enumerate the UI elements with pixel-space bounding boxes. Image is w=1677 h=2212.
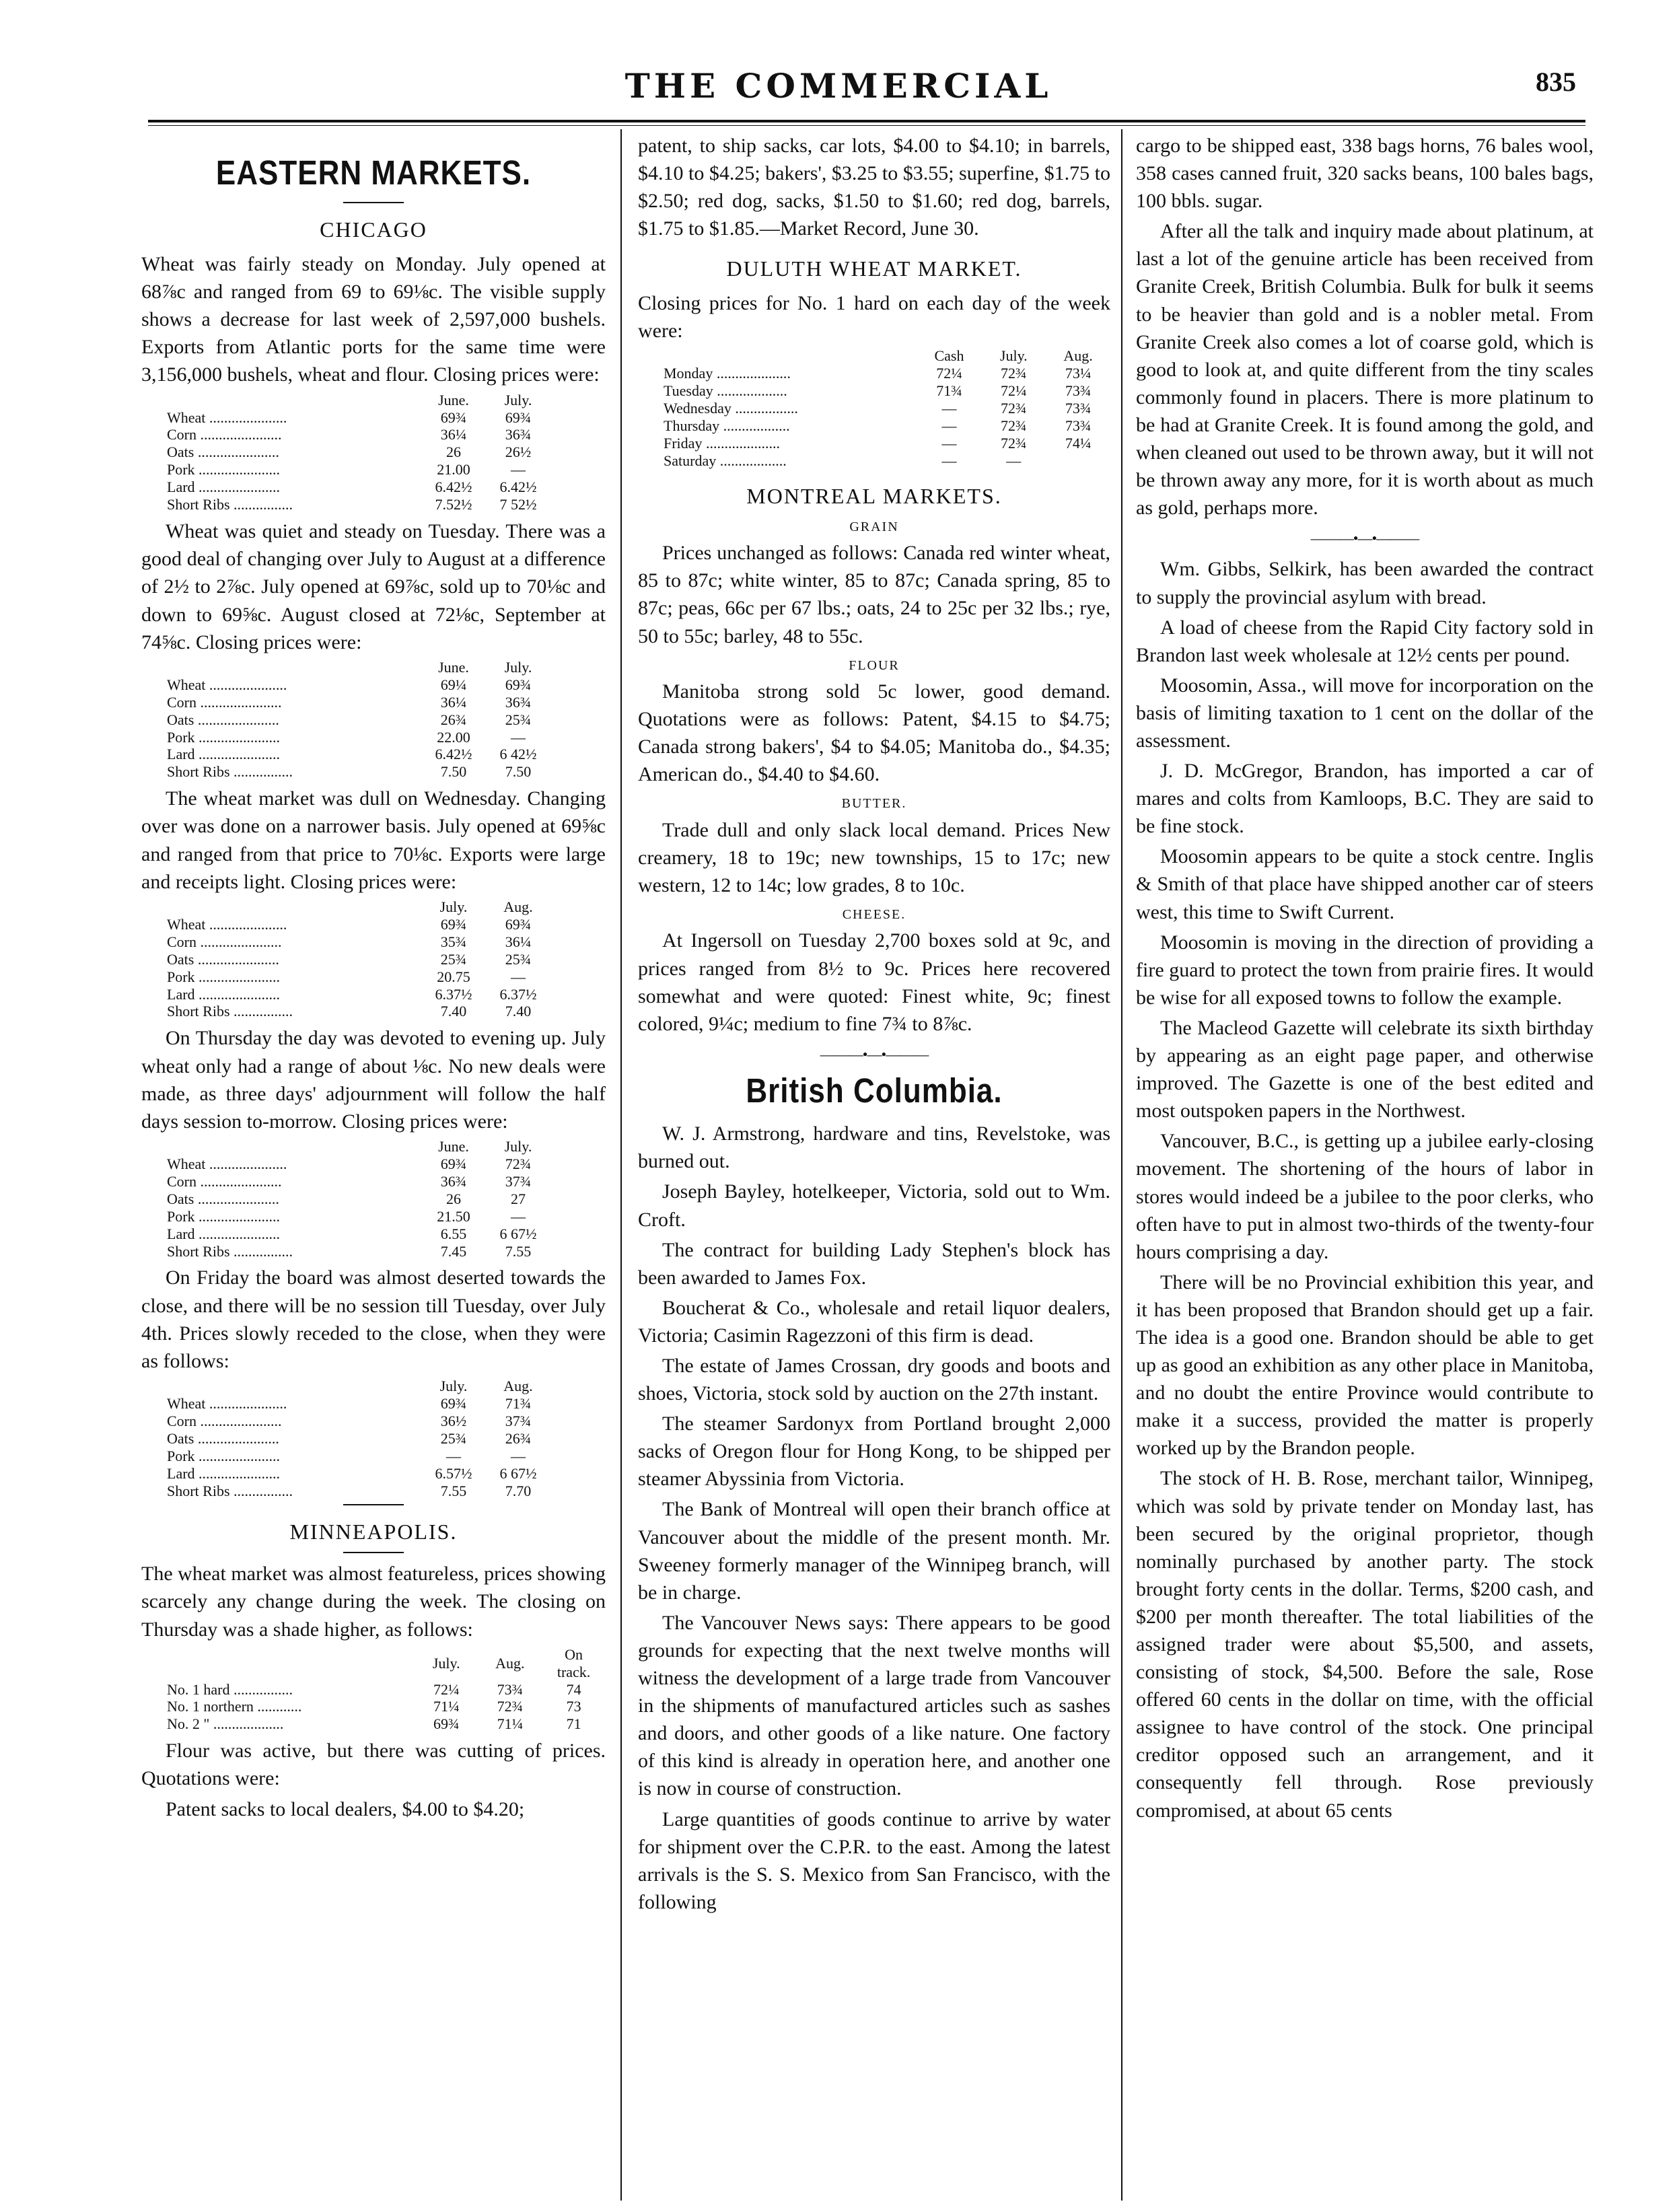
row-label: Oats ...................... xyxy=(167,1429,279,1447)
table-row xyxy=(162,676,550,694)
news-item: Boucherat & Co., wholesale and retail liquor dealers, Victoria; Casimin Ragezzoni of this firm is dead. xyxy=(638,1296,1110,1347)
price-cell: — xyxy=(446,1447,461,1464)
price-cell: 71¾ xyxy=(505,1394,532,1412)
duluth-text: Closing prices for No. 1 hard on each day of the week were: xyxy=(638,292,1110,343)
row-label: Wednesday ................. xyxy=(664,400,798,417)
column-divider xyxy=(620,129,622,2201)
price-cell: 73¾ xyxy=(497,1680,524,1698)
table-row xyxy=(162,1155,550,1173)
heading-rule xyxy=(343,202,404,203)
table-header-cell: June. xyxy=(438,1137,469,1155)
montreal-flour-heading: FLOUR xyxy=(849,657,900,673)
table-row xyxy=(162,443,550,461)
price-cell: 69¾ xyxy=(433,1715,460,1733)
price-cell: 69¾ xyxy=(440,1155,467,1172)
table-row xyxy=(162,746,550,763)
table-header-cell: Aug. xyxy=(495,1654,525,1672)
montreal-cheese-text: At Ingersoll on Tuesday 2,700 boxes sold at 9c, and prices ranged from 8½ to 9c. Prices here recovered somewhat and were quoted: Finest white, 9c; finest colored, 9¼c; medium to fine 7¾ to 8⅞c. xyxy=(638,929,1110,1035)
table-row xyxy=(162,426,550,443)
price-cell: 37¾ xyxy=(505,1412,532,1429)
subheading-montreal: MONTREAL MARKETS. xyxy=(746,484,1002,509)
price-cell: 72¾ xyxy=(1001,417,1027,435)
price-cell: 69¾ xyxy=(440,408,467,426)
table-header-row xyxy=(162,1138,550,1155)
price-cell: 7.55 xyxy=(505,1242,532,1260)
price-cell: — xyxy=(941,435,957,452)
chicago-wednesday-price-table xyxy=(162,898,550,1021)
chicago-tuesday-price-table xyxy=(162,659,550,781)
table-header-cell: July. xyxy=(439,898,468,915)
news-item: After all the talk and inquiry made about platinum, at last a lot of the genuine article has been received from Granite Creek, British Columbia. Bulk for bulk it seems to be heavier than gold and is a nobler metal. From Granite Creek also comes a lot of coarse gold, which is good to look at, and quite different from the tiny scales commonly found in placers. There is more platinum to be had at Granite Creek. It is found among the gold, and when cleaned out used to be thrown away, but it will not be thrown away any more, for it is worth about as much as gold, perhaps more. xyxy=(1136,220,1594,520)
price-cell: 7.40 xyxy=(505,1003,532,1020)
price-cell: — xyxy=(511,1207,526,1225)
price-cell: 7.50 xyxy=(505,763,532,781)
price-cell: 6.55 xyxy=(440,1225,467,1242)
row-label: Corn ...................... xyxy=(167,426,282,443)
section-heading-british-columbia: British Columbia. xyxy=(746,1072,1003,1110)
price-cell: 26 xyxy=(446,1190,461,1207)
price-cell: 71 xyxy=(566,1715,581,1733)
subheading-duluth: DULUTH WHEAT MARKET. xyxy=(726,256,1022,281)
column-3-items-b xyxy=(1136,555,1594,1824)
table-header-cell: Cash xyxy=(934,347,964,365)
heading-rule xyxy=(343,1552,404,1553)
row-label: No. 1 hard ................ xyxy=(167,1680,293,1698)
table-row xyxy=(162,1395,550,1413)
row-label: Lard ...................... xyxy=(167,1464,281,1482)
minneapolis-price-table xyxy=(162,1646,606,1734)
table-header-cell: July. xyxy=(504,1137,532,1155)
table-header-cell xyxy=(162,1138,421,1155)
table-header-cell xyxy=(658,347,917,365)
row-label: Oats ...................... xyxy=(167,711,279,728)
table-header-row xyxy=(162,1646,606,1681)
price-cell: — xyxy=(941,400,957,417)
price-cell: 72¾ xyxy=(1001,435,1027,452)
row-label: Wheat ..................... xyxy=(167,676,287,693)
row-label: Pork ...................... xyxy=(167,461,281,478)
price-cell: 26¾ xyxy=(440,711,467,728)
table-row xyxy=(658,435,1110,452)
price-cell: 6 67½ xyxy=(499,1464,537,1482)
section-heading-eastern-markets: EASTERN MARKETS. xyxy=(215,154,532,192)
table-row xyxy=(658,417,1110,435)
price-cell: 73¾ xyxy=(1065,417,1092,435)
section-separator: ———•—•——— xyxy=(820,1045,929,1063)
price-cell: 36¾ xyxy=(440,1172,467,1190)
montreal-flour-text: Manitoba strong sold 5c lower, good demand. Quotations were as follows: Patent, $4.15 to $4.75; Canada strong bakers', $4 to $4.05; Manitoba do., $4.35; American do., $4.40 to $4.60. xyxy=(638,680,1110,786)
price-cell: 6.37½ xyxy=(435,985,472,1003)
news-item: W. J. Armstrong, hardware and tins, Revelstoke, was burned out. xyxy=(638,1122,1110,1173)
price-cell: 36¾ xyxy=(505,426,532,443)
section-separator-2: ———•—•——— xyxy=(1310,530,1419,547)
row-label: Wheat ..................... xyxy=(167,1155,287,1172)
price-cell: 71¼ xyxy=(433,1698,460,1715)
price-cell: 7 52½ xyxy=(499,496,537,513)
table-row xyxy=(162,694,550,711)
price-cell: 21.00 xyxy=(437,461,470,478)
table-row xyxy=(162,968,550,986)
news-item: The stock of H. B. Rose, merchant tailor, Winnipeg, which was sold by private tender on Monday last, has been secured by the original proprietor, though nominally purchased by another party. The stock brought forty cents in the dollar. Terms, $200 cash, and $200 per month thereafter. The total liabilities of the assigned trader were about $5,500, and assets, consisting of stock, $4,500. Before the sale, Rose offered 60 cents in the dollar on time, with the official assignee to have control of the stock. One principal creditor opposed such an arrangement, and it consequently fell through. Rose previously compromised, at about 65 cents xyxy=(1136,1467,1594,1822)
montreal-cheese-heading: CHEESE. xyxy=(842,907,906,923)
chicago-friday-price-table xyxy=(162,1378,550,1500)
row-label: Pork ...................... xyxy=(167,728,281,746)
table-row xyxy=(162,1225,550,1243)
table-row xyxy=(162,1208,550,1225)
row-label: Short Ribs ................ xyxy=(167,1242,293,1260)
price-cell: 7.40 xyxy=(440,1003,467,1020)
price-cell: 71¾ xyxy=(936,382,962,400)
montreal-butter-text: Trade dull and only slack local demand. Prices New creamery, 18 to 19c; new townships, 15 to 17c; new western, 12 to 14c; low grades, 8 to 10c. xyxy=(638,818,1110,896)
price-cell: 7.70 xyxy=(505,1482,532,1499)
table-header-cell xyxy=(162,1378,421,1395)
table-header-cell: July. xyxy=(439,1377,468,1394)
table-row xyxy=(162,1413,550,1430)
table-header-cell xyxy=(162,898,421,916)
table-row xyxy=(162,461,550,478)
table-row xyxy=(162,1465,550,1483)
table-header-cell xyxy=(162,1646,415,1681)
row-label: Oats ...................... xyxy=(167,1190,279,1207)
table-header-row xyxy=(162,659,550,676)
price-cell: 7.52½ xyxy=(435,496,472,513)
price-cell: 7.45 xyxy=(440,1242,467,1260)
row-label: No. 2 " ................... xyxy=(167,1715,284,1733)
price-cell: — xyxy=(511,1447,526,1464)
subheading-chicago: CHICAGO xyxy=(320,217,427,242)
row-label: Short Ribs ................ xyxy=(167,763,293,781)
price-cell: 36¼ xyxy=(440,426,467,443)
chicago-monday-text: Wheat was fairly steady on Monday. July opened at 68⅞c and ranged from 69 to 69⅛c. The visible supply shows a decrease for last week of 2,597,000 bushels. Exports from Atlantic ports for the same time were 3,156,000 bushels, wheat and flour. Closing prices were: xyxy=(141,253,606,386)
chicago-reports xyxy=(141,250,606,1499)
price-cell: 6.42½ xyxy=(435,478,472,496)
row-label: Corn ...................... xyxy=(167,1172,282,1190)
row-label: No. 1 northern ............ xyxy=(167,1698,302,1715)
price-cell: 6.42½ xyxy=(435,746,472,763)
table-row xyxy=(162,1448,550,1465)
british-columbia-items xyxy=(638,1120,1110,1916)
minneapolis-flour-text: Flour was active, but there was cutting of prices. Quotations were: xyxy=(141,1740,606,1790)
masthead-rule xyxy=(148,120,1585,122)
table-row xyxy=(162,763,550,781)
column-3-items-a xyxy=(1136,132,1594,522)
chicago-tuesday-text: Wheat was quiet and steady on Tuesday. There was a good deal of changing over July to August at a difference of 2½ to 2⅞c. July opened at 69⅞c, sold up to 70⅛c and down to 69⅝c. August closed at 72⅛c, September at 74⅝c. Closing prices were: xyxy=(141,520,606,653)
news-item: A load of cheese from the Rapid City factory sold in Brandon last week wholesale at 12½ cents per pound. xyxy=(1136,616,1594,666)
price-cell: 35¾ xyxy=(440,933,467,950)
row-label: Short Ribs ................ xyxy=(167,496,293,513)
price-cell: 72¼ xyxy=(1001,382,1027,400)
price-cell: 25¾ xyxy=(505,711,532,728)
news-item: The estate of James Crossan, dry goods and boots and shoes, Victoria, stock sold by auction on the 27th instant. xyxy=(638,1355,1110,1405)
price-cell: 72¼ xyxy=(433,1680,460,1698)
price-cell: 69¾ xyxy=(505,915,532,933)
chicago-friday-text: On Friday the board was almost deserted towards the close, and there will be no session till Tuesday, over July 4th. Prices slowly receded to the close, when they were as follows: xyxy=(141,1266,606,1372)
price-cell: 72¼ xyxy=(936,365,962,382)
table-header-cell: Aug. xyxy=(503,1377,533,1394)
chicago-thursday-price-table xyxy=(162,1138,550,1260)
price-cell: 21.50 xyxy=(437,1207,470,1225)
price-cell: 27 xyxy=(511,1190,526,1207)
price-cell: 22.00 xyxy=(437,728,470,746)
page-number: 835 xyxy=(1536,67,1576,97)
table-row xyxy=(162,729,550,746)
row-label: Lard ...................... xyxy=(167,985,281,1003)
column-2 xyxy=(638,132,1110,2198)
news-item: Large quantities of goods continue to arrive by water for shipment over the C.P.R. to the east. Among the latest arrivals is the S. S. Mexico from San Francisco, with the following xyxy=(638,1808,1110,1913)
price-cell: 25¾ xyxy=(505,950,532,968)
news-item: Joseph Bayley, hotelkeeper, Victoria, sold out to Wm. Croft. xyxy=(638,1180,1110,1231)
price-cell: 6.37½ xyxy=(499,985,537,1003)
price-cell: — xyxy=(941,417,957,435)
heading-rule xyxy=(343,1504,404,1505)
duluth-price-table xyxy=(658,347,1110,470)
row-label: Thursday .................. xyxy=(664,417,790,435)
table-row xyxy=(162,1681,606,1699)
price-cell: — xyxy=(511,461,526,478)
price-cell: 26¾ xyxy=(505,1429,532,1447)
row-label: Tuesday ................... xyxy=(664,382,787,400)
price-cell: 69¼ xyxy=(440,676,467,693)
news-item: Vancouver, B.C., is getting up a jubilee early-closing movement. The shortening of the hours of labor in stores would indeed be a jubilee to the poor clerks, who often have to put in almost two-thirds of the twenty-four hours comprising a day. xyxy=(1136,1130,1594,1263)
row-label: Pork ...................... xyxy=(167,968,281,985)
price-cell: 6 67½ xyxy=(499,1225,537,1242)
price-cell: 72¾ xyxy=(497,1698,524,1715)
flour-continued-text: patent, to ship sacks, car lots, $4.00 to $4.10; in barrels, $4.10 to $4.25; bakers', $3.25 to $3.55; superfine, $1.75 to $2.50; red dog, sacks, $1.50 to $1.60; red dog, barrels, $1.75 to $1.85.—Market Record, June 30. xyxy=(638,135,1110,240)
table-header-row xyxy=(658,347,1110,365)
price-cell: 36¼ xyxy=(505,933,532,950)
row-label: Monday .................... xyxy=(664,365,791,382)
table-header-cell: Aug. xyxy=(503,898,533,915)
news-item: The steamer Sardonyx from Portland brought 2,000 sacks of Oregon flour for Hong Kong, to be shipped per steamer Abyssinia from Victoria. xyxy=(638,1413,1110,1491)
masthead-rule-thin xyxy=(148,125,1585,126)
table-row xyxy=(162,1243,550,1260)
table-row xyxy=(162,478,550,496)
table-header-cell: On track. xyxy=(557,1645,591,1680)
row-label: Corn ...................... xyxy=(167,1412,282,1429)
table-row xyxy=(658,365,1110,382)
chicago-thursday-text: On Thursday the day was devoted to evening up. July wheat only had a range of about ⅛c. No new deals were made, as three days' adjournment will follow the half days session to-morrow. Closing prices were: xyxy=(141,1027,606,1133)
price-cell: 6.42½ xyxy=(499,478,537,496)
price-cell: 69¾ xyxy=(505,676,532,693)
price-cell: 74¼ xyxy=(1065,435,1092,452)
price-cell: 72¾ xyxy=(505,1155,532,1172)
table-row xyxy=(162,1430,550,1448)
price-cell: — xyxy=(941,452,957,470)
table-row xyxy=(162,933,550,951)
table-header-row xyxy=(162,898,550,916)
table-header-cell: July. xyxy=(999,347,1028,365)
price-cell: 7.55 xyxy=(440,1482,467,1499)
price-cell xyxy=(1046,452,1110,470)
price-cell: 26 xyxy=(446,443,461,461)
row-label: Lard ...................... xyxy=(167,478,281,496)
price-cell: 73¾ xyxy=(1065,382,1092,400)
table-header-row xyxy=(162,392,550,409)
price-cell: 36¾ xyxy=(505,693,532,711)
news-item: Wm. Gibbs, Selkirk, has been awarded the contract to supply the provincial asylum with bread. xyxy=(1136,558,1594,608)
table-row xyxy=(162,496,550,513)
minneapolis-text: The wheat market was almost featureless, prices showing scarcely any change during the week. The closing on Thursday was a shade higher, as follows: xyxy=(141,1563,606,1641)
row-label: Lard ...................... xyxy=(167,1225,281,1242)
row-label: Wheat ..................... xyxy=(167,915,287,933)
table-header-cell: Aug. xyxy=(1063,347,1093,365)
price-cell: 73¼ xyxy=(1065,365,1092,382)
row-label: Short Ribs ................ xyxy=(167,1482,293,1499)
price-cell: 74 xyxy=(566,1680,581,1698)
row-label: Corn ...................... xyxy=(167,933,282,950)
price-cell: 25¾ xyxy=(440,1429,467,1447)
price-cell: 72¾ xyxy=(1001,365,1027,382)
table-row xyxy=(162,1173,550,1190)
table-row xyxy=(162,1698,606,1715)
news-item: The Vancouver News says: There appears to be good grounds for expecting that the next twelve months will witness the development of a large trade from Vancouver in the shipments of manufactured articles such as sashes and doors, and other goods of a like nature. One factory of this kind is already in operation here, and another one is now in course of construction. xyxy=(638,1611,1110,1800)
column-1 xyxy=(141,132,606,2198)
row-label: Pork ...................... xyxy=(167,1447,281,1464)
subheading-minneapolis: MINNEAPOLIS. xyxy=(289,1519,458,1544)
table-row xyxy=(162,409,550,427)
price-cell: 6 42½ xyxy=(499,746,537,763)
price-cell: 26½ xyxy=(505,443,532,461)
table-header-row xyxy=(162,1378,550,1395)
row-label: Corn ...................... xyxy=(167,693,282,711)
news-item: The contract for building Lady Stephen's block has been awarded to James Fox. xyxy=(638,1238,1110,1289)
news-item: The Macleod Gazette will celebrate its sixth birthday by appearing as an eight page paper, and otherwise improved. The Gazette is one of the best edited and most outspoken papers in the Northwest. xyxy=(1136,1016,1594,1122)
news-item: There will be no Provincial exhibition this year, and it has been proposed that Brandon should get up a fair. The idea is a good one. Brandon should be able to get up as good an exhibition as any other place in Manitoba, and no doubt the entire Province would contribute to make it a success, provided the matter is properly worked up by the Brandon people. xyxy=(1136,1271,1594,1460)
table-row xyxy=(162,951,550,968)
table-row xyxy=(658,452,1110,470)
news-item: Moosomin appears to be quite a stock centre. Inglis & Smith of that place have shipped another car of steers west, this time to Swift Current. xyxy=(1136,845,1594,923)
price-cell: 69¾ xyxy=(440,915,467,933)
table-row xyxy=(162,986,550,1003)
price-cell: 6.57½ xyxy=(435,1464,472,1482)
row-label: Wheat ..................... xyxy=(167,1394,287,1412)
table-header-cell: July. xyxy=(432,1654,460,1672)
row-label: Oats ...................... xyxy=(167,443,279,461)
price-cell: 73¾ xyxy=(1065,400,1092,417)
masthead-title: THE COMMERCIAL xyxy=(625,66,1052,106)
chicago-monday-price-table xyxy=(162,392,550,514)
news-item: The Bank of Montreal will open their branch office at Vancouver about the middle of the present month. Mr. Sweeney formerly manager of the Winnipeg branch, will be in charge. xyxy=(638,1498,1110,1604)
table-header-cell: June. xyxy=(438,391,469,408)
row-label: Lard ...................... xyxy=(167,746,281,763)
row-label: Saturday .................. xyxy=(664,452,787,470)
montreal-grain-text: Prices unchanged as follows: Canada red winter wheat, 85 to 87c; white winter, 85 to 87c; Canada spring, 85 to 87c; peas, 66c per 67 lbs.; oats, 24 to 25c per 32 lbs.; rye, 50 to 55c; barley, 48 to 55c. xyxy=(638,542,1110,647)
news-item: J. D. McGregor, Brandon, has imported a car of mares and colts from Kamloops, B.C. They are said to be fine stock. xyxy=(1136,760,1594,838)
table-row xyxy=(162,1483,550,1500)
row-label: Wheat ..................... xyxy=(167,408,287,426)
price-cell: — xyxy=(511,968,526,985)
column-3 xyxy=(1136,132,1594,2198)
price-cell: — xyxy=(1006,452,1022,470)
table-row xyxy=(658,400,1110,417)
row-label: Short Ribs ................ xyxy=(167,1003,293,1020)
price-cell: 72¾ xyxy=(1001,400,1027,417)
price-cell: — xyxy=(511,728,526,746)
table-row xyxy=(162,916,550,933)
table-header-cell: June. xyxy=(438,658,469,676)
row-label: Pork ...................... xyxy=(167,1207,281,1225)
price-cell: 7.50 xyxy=(440,763,467,781)
price-cell: 69¾ xyxy=(505,408,532,426)
table-header-cell xyxy=(162,659,421,676)
table-row xyxy=(658,382,1110,400)
table-row xyxy=(162,1715,606,1733)
price-cell: 73 xyxy=(566,1698,581,1715)
table-row xyxy=(162,711,550,729)
row-label: Oats ...................... xyxy=(167,950,279,968)
price-cell: 71¼ xyxy=(497,1715,524,1733)
table-header-cell: July. xyxy=(504,658,532,676)
table-row xyxy=(162,1003,550,1020)
table-header-cell: July. xyxy=(504,391,532,408)
table-row xyxy=(162,1190,550,1208)
price-cell: 20.75 xyxy=(437,968,470,985)
minneapolis-last-line: Patent sacks to local dealers, $4.00 to $4.20; xyxy=(166,1797,525,1820)
news-item: Moosomin, Assa., will move for incorporation on the basis of limiting taxation to 1 cent on the dollar of the assessment. xyxy=(1136,674,1594,752)
price-cell: 36¼ xyxy=(440,693,467,711)
column-divider xyxy=(1121,129,1122,2201)
row-label: Friday .................... xyxy=(664,435,780,452)
price-cell: 37¾ xyxy=(505,1172,532,1190)
table-header-cell xyxy=(162,392,421,409)
montreal-grain-heading: GRAIN xyxy=(849,519,899,534)
news-item: Moosomin is moving in the direction of providing a fire guard to protect the town from prairie fires. It would be wise for all exposed towns to follow the example. xyxy=(1136,931,1594,1009)
price-cell: 69¾ xyxy=(440,1394,467,1412)
news-item: cargo to be shipped east, 338 bags horns, 76 bales wool, 358 cases canned fruit, 320 sacks beans, 100 bales bags, 100 bbls. sugar. xyxy=(1136,135,1594,213)
price-cell: 25¾ xyxy=(440,950,467,968)
chicago-wednesday-text: The wheat market was dull on Wednesday. Changing over was done on a narrower basis. July opened at 69⅝c and ranged from that price to 70⅛c. Exports were large and receipts light. Closing prices were: xyxy=(141,787,606,893)
montreal-butter-heading: BUTTER. xyxy=(841,796,907,812)
price-cell: 36½ xyxy=(440,1412,467,1429)
